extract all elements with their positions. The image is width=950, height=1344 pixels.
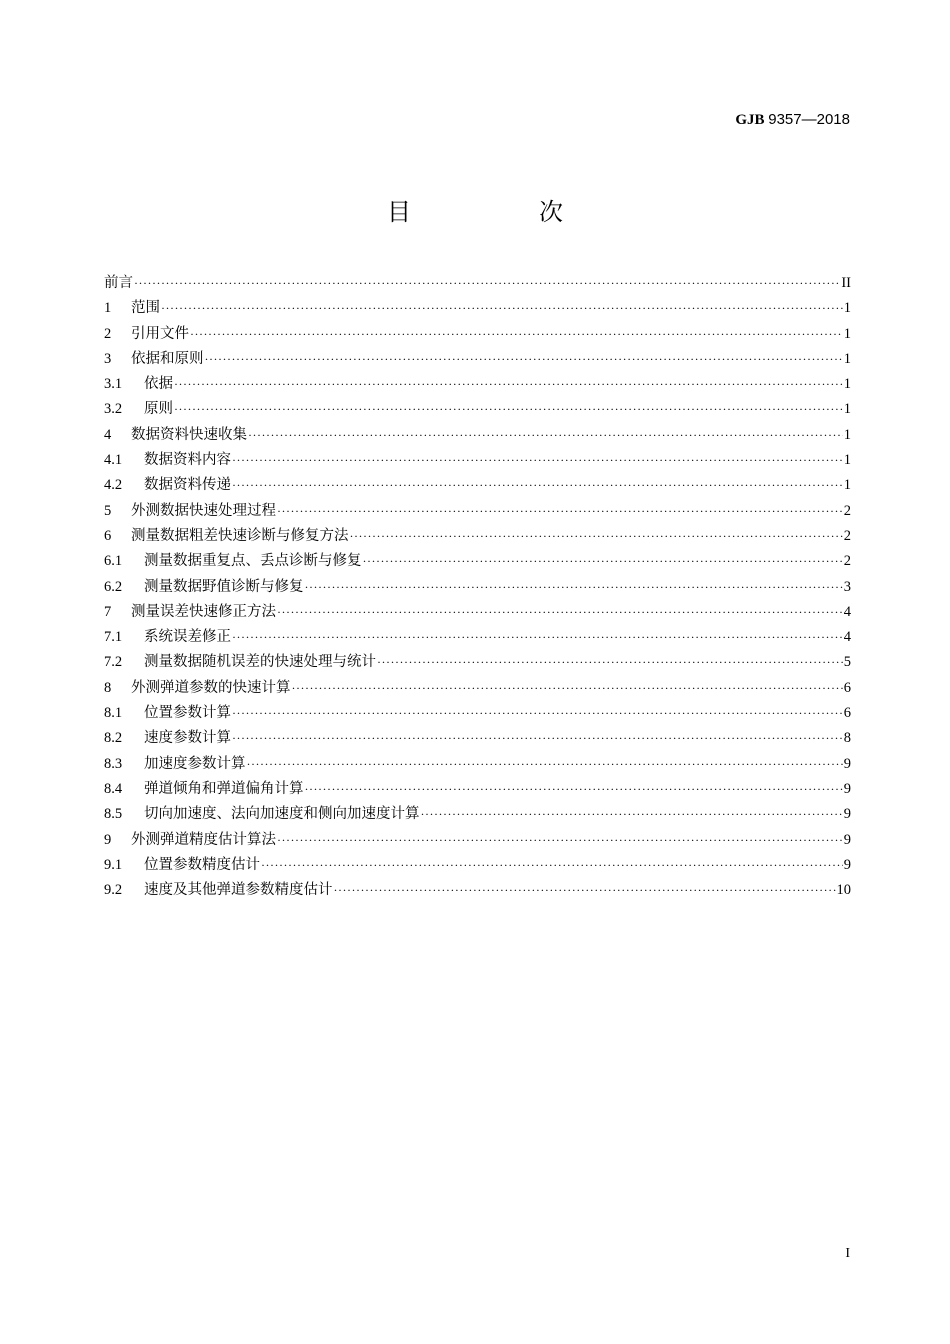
page-title: 目 次 (387, 198, 615, 226)
toc-entry-number: 4.1 (104, 452, 123, 469)
toc-entry-number: 3.1 (104, 376, 123, 393)
toc-entry-page: 5 (843, 654, 851, 671)
toc-leader-dots (232, 478, 843, 493)
toc-entry-title: 前言 (104, 275, 133, 291)
toc-entry-number: 7.2 (104, 654, 123, 671)
toc-leader-dots (421, 807, 843, 822)
toc-entry[interactable] (104, 828, 851, 853)
toc-entry[interactable] (104, 752, 851, 777)
toc-leader-dots (205, 352, 843, 367)
toc-entry-title: 速度及其他弹道参数精度估计 (144, 882, 333, 899)
toc-leader-dots (363, 554, 843, 569)
toc-entry-title: 位置参数计算 (144, 705, 231, 722)
toc-entry-title: 原则 (144, 401, 173, 418)
toc-entry-page: 1 (843, 325, 851, 342)
toc-entry[interactable] (104, 397, 851, 422)
toc-entry-title: 系统误差修正 (144, 629, 231, 646)
toc-entry-title: 数据资料传递 (144, 477, 231, 494)
toc-entry-number: 8 (104, 679, 112, 696)
toc-entry-number: 9 (104, 831, 112, 848)
toc-entry-number: 7 (104, 603, 112, 620)
toc-leader-dots (232, 453, 843, 468)
toc-entry-title: 切向加速度、法向加速度和侧向加速度计算 (144, 806, 420, 823)
toc-entry-page: 6 (843, 705, 851, 722)
toc-entry-number: 8.2 (104, 730, 123, 747)
toc-entry-title: 弹道倾角和弹道偏角计算 (144, 780, 304, 797)
toc-leader-dots (134, 276, 840, 291)
toc-entry-title: 依据和原则 (131, 350, 204, 367)
toc-entry-page: 9 (843, 806, 851, 823)
toc-entry-title: 引用文件 (131, 325, 189, 342)
toc-entry-number: 2 (104, 325, 112, 342)
toc-entry[interactable] (104, 676, 851, 701)
toc-entry-number: 8.5 (104, 806, 123, 823)
toc-entry-title: 外测弹道参数的快速计算 (131, 679, 291, 696)
toc-entry[interactable] (104, 650, 851, 675)
toc-entry-title: 外测弹道精度估计算法 (131, 831, 276, 848)
standard-number: 9357—2018 (768, 111, 850, 128)
toc-entry-page: 9 (843, 856, 851, 873)
page-number: I (845, 1246, 850, 1261)
toc-entry-title: 数据资料快速收集 (131, 426, 247, 443)
toc-entry-page: 9 (843, 780, 851, 797)
toc-entry-title: 测量数据重复点、丢点诊断与修复 (144, 553, 362, 570)
toc-entry-title: 依据 (144, 376, 173, 393)
toc-entry-page: II (841, 275, 851, 291)
toc-entry[interactable] (104, 296, 851, 321)
toc-entry-number: 5 (104, 502, 112, 519)
toc-entry[interactable] (104, 575, 851, 600)
toc-entry-page: 2 (843, 553, 851, 570)
toc-leader-dots (261, 858, 843, 873)
toc-leader-dots (232, 630, 843, 645)
toc-leader-dots (174, 377, 843, 392)
toc-entry-page: 2 (843, 527, 851, 544)
toc-leader-dots (350, 529, 843, 544)
standard-prefix: GJB (735, 112, 765, 128)
toc-entry[interactable] (104, 853, 851, 878)
toc-entry-title: 外测数据快速处理过程 (131, 502, 276, 519)
toc-leader-dots (377, 655, 843, 670)
toc-entry-number: 6.2 (104, 578, 123, 595)
toc-leader-dots (277, 504, 843, 519)
toc-leader-dots (277, 605, 843, 620)
toc-entry-page: 8 (843, 730, 851, 747)
toc-leader-dots (248, 428, 843, 443)
toc-entry[interactable] (104, 524, 851, 549)
toc-entry[interactable] (104, 802, 851, 827)
toc-leader-dots (334, 883, 836, 898)
toc-entry-number: 8.3 (104, 755, 123, 772)
toc-entry-page: 4 (843, 603, 851, 620)
toc-entry[interactable] (104, 499, 851, 524)
toc-entry-page: 3 (843, 578, 851, 595)
toc-entry-page: 4 (843, 629, 851, 646)
toc-entry-number: 3.2 (104, 401, 123, 418)
toc-entry-page: 1 (843, 376, 851, 393)
toc-entry-number: 3 (104, 350, 112, 367)
toc-entry[interactable] (104, 600, 851, 625)
toc-entry-page: 9 (843, 831, 851, 848)
toc-entry-number: 4.2 (104, 477, 123, 494)
toc-entry[interactable] (104, 625, 851, 650)
toc-entry-title: 测量数据粗差快速诊断与修复方法 (131, 527, 349, 544)
toc-entry[interactable] (104, 372, 851, 397)
toc-entry[interactable] (104, 726, 851, 751)
toc-entry-page: 10 (836, 882, 851, 899)
toc-entry-title: 测量数据随机误差的快速处理与统计 (144, 654, 376, 671)
toc-leader-dots (247, 757, 843, 772)
toc-entry[interactable] (104, 322, 851, 347)
toc-entry-title: 加速度参数计算 (144, 755, 246, 772)
toc-entry-title: 数据资料内容 (144, 452, 231, 469)
toc-entry-page: 1 (843, 401, 851, 418)
toc-entry-number: 8.1 (104, 705, 123, 722)
toc-entry-number: 9.1 (104, 856, 123, 873)
toc-entry[interactable] (104, 878, 851, 903)
toc-leader-dots (277, 833, 843, 848)
toc-entry[interactable] (104, 473, 851, 498)
toc-entry[interactable] (104, 347, 851, 372)
toc-leader-dots (292, 681, 843, 696)
toc-leader-dots (161, 301, 843, 316)
toc-leader-dots (232, 706, 843, 721)
toc-entry[interactable] (104, 777, 851, 802)
toc-entry-title: 范围 (131, 300, 160, 317)
table-of-contents (104, 271, 851, 903)
toc-entry-page: 9 (843, 755, 851, 772)
toc-leader-dots (174, 402, 843, 417)
toc-entry-page: 2 (843, 502, 851, 519)
toc-entry[interactable] (104, 549, 851, 574)
toc-entry-page: 1 (843, 477, 851, 494)
toc-leader-dots (232, 731, 843, 746)
toc-entry-number: 7.1 (104, 629, 123, 646)
toc-entry-title: 测量数据野值诊断与修复 (144, 578, 304, 595)
toc-entry-number: 6.1 (104, 553, 123, 570)
toc-leader-dots (305, 782, 843, 797)
toc-entry-page: 1 (843, 350, 851, 367)
toc-entry-title: 速度参数计算 (144, 730, 231, 747)
standard-code (735, 111, 850, 129)
toc-entry[interactable] (104, 423, 851, 448)
toc-entry-number: 6 (104, 527, 112, 544)
toc-entry-title: 测量误差快速修正方法 (131, 603, 276, 620)
toc-entry[interactable] (104, 448, 851, 473)
toc-entry-page: 1 (843, 300, 851, 317)
toc-entry-page: 1 (843, 426, 851, 443)
toc-entry-number: 1 (104, 300, 112, 317)
toc-entry-number: 4 (104, 426, 112, 443)
toc-entry[interactable] (104, 701, 851, 726)
toc-leader-dots (190, 327, 843, 342)
toc-leader-dots (305, 580, 843, 595)
toc-entry-number: 8.4 (104, 780, 123, 797)
toc-entry-title: 位置参数精度估计 (144, 856, 260, 873)
toc-entry-page: 6 (843, 679, 851, 696)
toc-entry[interactable] (104, 271, 851, 296)
toc-entry-number: 9.2 (104, 882, 123, 899)
toc-entry-page: 1 (843, 452, 851, 469)
